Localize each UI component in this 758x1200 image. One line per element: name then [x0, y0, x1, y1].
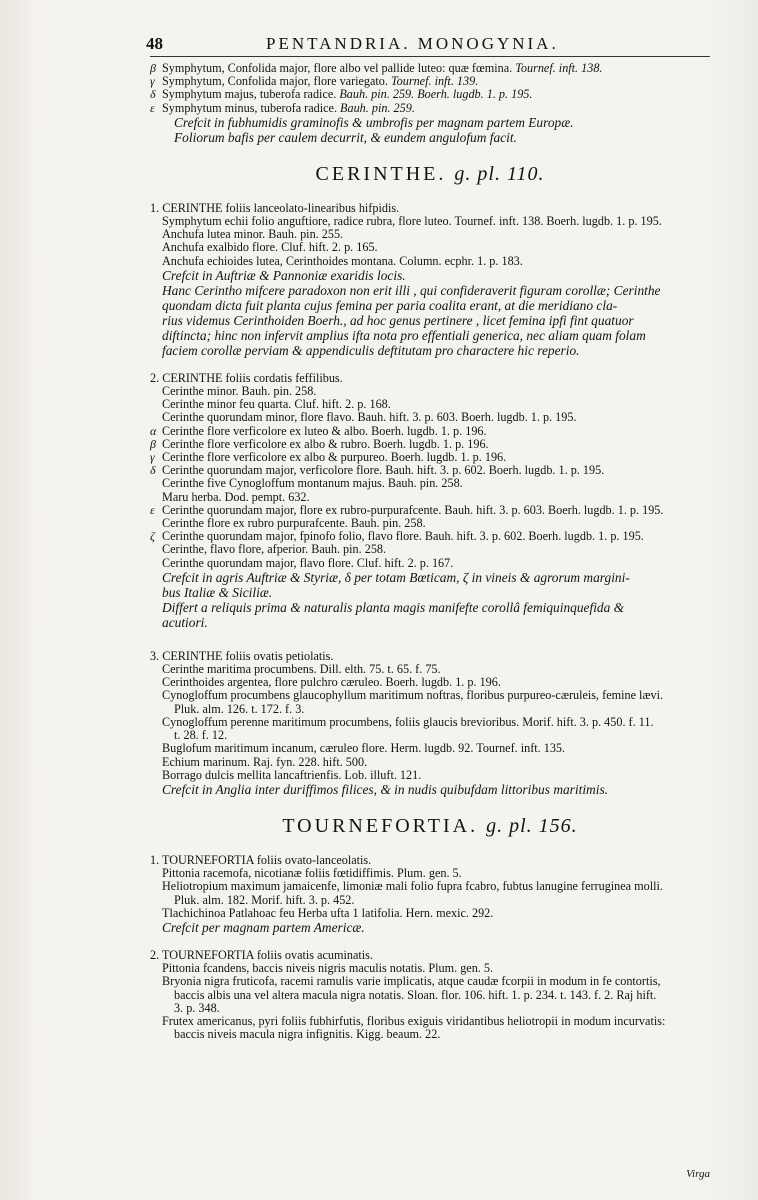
- genus-heading-cerinthe: [150, 163, 710, 186]
- synonym-line: β Symphytum, Confolida major, flore albo vel pallide luteo: quæ fœmina. Tournef. inft. 138.: [150, 61, 603, 75]
- synonym-line: Anchufa lutea minor. Bauh. pin. 255.: [162, 227, 344, 242]
- description-note: Foliorum bafis per caulem decurrit, & eundem angulofum facit.: [174, 129, 517, 145]
- synonym-line: Cerinthe quorundam major, flavo flore. Cluf. hift. 2. p. 167.: [162, 555, 454, 570]
- synonym-line: ε Symphytum minus, tuberofa radice. Bauh. pin. 259.: [150, 100, 415, 115]
- synonym-line: γ Symphytum, Confolida major, flore variegato. Tournef. inft. 139.: [150, 74, 479, 89]
- synonym-line: Anchufa exalbido flore. Cluf. hift. 2. p. 165.: [162, 240, 378, 255]
- habitat-note: bus Italiæ & Siciliæ.: [162, 584, 273, 600]
- cerinthe-species-2: [150, 372, 710, 630]
- page-title: PENTANDRIA. MONOGYNIA.: [266, 34, 559, 53]
- synonym-line: 3. p. 348.: [174, 1000, 220, 1015]
- variety-mark: ε: [150, 502, 155, 517]
- commentary-line: faciem corollæ perviam & appendiculis deftitutam pro charactere hic reperio.: [162, 342, 580, 358]
- genus-ref: g. pl. 110.: [454, 162, 545, 185]
- variety-mark: β: [150, 61, 156, 75]
- species-title: 1. TOURNEFORTIA foliis ovato-lanceolatis.: [150, 852, 372, 867]
- synonym-line: Cerinthe flore ex rubro purpurafcente. Bauh. pin. 258.: [162, 516, 426, 531]
- synonym-line: δ Cerinthe quorundam major, verficolore flore. Bauh. hift. 3. p. 602. Boerh. lugdb. 1. p. 195.: [150, 463, 605, 478]
- species-title: 2. TOURNEFORTIA foliis ovatis acuminatis.: [150, 947, 373, 962]
- synonym-line: Buglofum maritimum incanum, cæruleo flore. Herm. lugdb. 92. Tournef. inft. 135.: [162, 741, 566, 756]
- habitat-note: Crefcit in agris Auftriæ & Styriæ, δ per totam Bœticam, ζ in vineis & agrorum margini-: [162, 569, 630, 585]
- synonym-line: baccis niveis macula nigra infignitis. Kigg. beaum. 22.: [174, 1027, 441, 1042]
- page-number: 48: [146, 34, 163, 53]
- tournefortia-species-2: [150, 949, 710, 1041]
- variety-mark: α: [150, 423, 157, 438]
- commentary-line: Differt a reliquis prima & naturalis planta magis manifefte corollâ femiquinquefida &: [162, 599, 625, 615]
- synonym-line: ζ Cerinthe quorundam major, fpinofo folio, flavo flore. Bauh. hift. 3. p. 602. Boerh. lugdb. 1. p. 195.: [150, 529, 644, 544]
- synonym-line: Pluk. alm. 182. Morif. hift. 3. p. 452.: [174, 892, 355, 907]
- commentary-line: acutiori.: [162, 614, 208, 630]
- genus-name: TOURNEFORTIA.: [282, 814, 479, 837]
- genus-ref: g. pl. 156.: [486, 814, 578, 837]
- commentary-line: rius videmus Cerinthoiden Boerh., ad hoc genus pertinere , licet femina ipfi fint quatuor: [162, 312, 634, 328]
- variety-mark: ε: [150, 100, 155, 115]
- synonym-line: Bryonia nigra fruticofa, racemi ramulis varie implicatis, atque caudæ fcorpii in modum in fe contortis,: [162, 974, 661, 989]
- tournefortia-species-1: [150, 854, 710, 935]
- synonym-line: Cerinthoides argentea, flore pulchro cæruleo. Boerh. lugdb. 1. p. 196.: [162, 675, 501, 690]
- variety-mark: γ: [150, 74, 155, 89]
- synonym-line: δ Symphytum majus, tuberofa radice. Bauh. pin. 259. Boerh. lugdb. 1. p. 195.: [150, 87, 533, 102]
- cerinthe-species-1: [150, 202, 710, 358]
- variety-mark: δ: [150, 463, 156, 478]
- variety-mark: δ: [150, 87, 156, 102]
- synonym-line: Tlachichinoa Patlahoac feu Herba ufta 1 latifolia. Hern. mexic. 292.: [162, 905, 494, 920]
- synonym-line: Cerinthe five Cynogloffum montanum majus. Bauh. pin. 258.: [162, 476, 463, 491]
- commentary-line: quondam dicta fuit planta cujus femina per paria coalita erant, at die meridiano cla-: [162, 297, 618, 313]
- page-header: [146, 34, 710, 57]
- synonym-line: Frutex americanus, pyri foliis fubhirfutis, floribus exiguis viridantibus heliotropii in modum incurvatis:: [162, 1013, 666, 1028]
- synonym-line: α Cerinthe flore verficolore ex luteo & albo. Boerh. lugdb. 1. p. 196.: [150, 423, 487, 438]
- synonym-line: Echium marinum. Raj. fyn. 228. hift. 500.: [162, 754, 368, 769]
- synonym-line: baccis albis una vel altera macula nigra notatis. Sloan. flor. 106. hift. 1. p. 234. t. 143. f. 2. Raj hift.: [174, 987, 657, 1002]
- habitat-note: Crefcit in Anglia inter duriffimos filices, & in nudis quibufdam littoribus maritimis.: [162, 781, 609, 797]
- catchword: Virga: [686, 1168, 710, 1180]
- synonym-line: Heliotropium maximum jamaicenfe, limoniæ mali folio fupra fcabro, fubtus lanugine ferruginea molli.: [162, 879, 663, 894]
- habitat-note: Crefcit in fubhumidis graminofis & umbrofis per magnam partem Europæ.: [174, 114, 574, 130]
- variety-mark: β: [150, 436, 156, 451]
- genus-name: CERINTHE.: [315, 162, 447, 185]
- species-title: 3. CERINTHE foliis ovatis petiolatis.: [150, 648, 334, 663]
- commentary-line: diftincta; hinc non infervit amplius ifta nota pro effentiali generica, nec aliam quam folam: [162, 327, 646, 343]
- synonym-line: t. 28. f. 12.: [174, 728, 228, 743]
- synonym-line: ε Cerinthe quorundam major, flore ex rubro-purpurafcente. Bauh. hift. 3. p. 603. Boerh. lugdb. 1. p. 195.: [150, 502, 664, 517]
- species-title: 2. CERINTHE foliis cordatis feffilibus.: [150, 370, 343, 385]
- commentary-line: Hanc Cerintho mifcere paradoxon non erit illi , qui confideraverit figuram corollæ; Cerinthe: [162, 282, 661, 298]
- synonym-line: Cynogloffum procumbens glaucophyllum maritimum noftras, floribus purpureo-cæruleis, femine lævi.: [162, 688, 664, 703]
- species-title: 1. CERINTHE foliis lanceolato-linearibus hifpidis.: [150, 200, 400, 215]
- synonym-line: Cerinthe maritima procumbens. Dill. elth. 75. t. 65. f. 75.: [162, 662, 441, 677]
- synonym-line: Pittonia racemofa, nicotianæ foliis fœtidiffimis. Plum. gen. 5.: [162, 866, 462, 881]
- symphytum-block: [150, 62, 710, 145]
- synonym-line: γ Cerinthe flore verficolore ex albo & purpureo. Boerh. lugdb. 1. p. 196.: [150, 450, 507, 465]
- synonym-line: β Cerinthe flore verficolore ex albo & rubro. Boerh. lugdb. 1. p. 196.: [150, 436, 489, 451]
- cerinthe-species-3: [150, 650, 710, 797]
- synonym-line: Cerinthe quorundam minor, flore flavo. Bauh. hift. 3. p. 603. Boerh. lugdb. 1. p. 195.: [162, 410, 577, 425]
- synonym-line: Symphytum echii folio anguftiore, radice rubra, flore luteo. Tournef. inft. 138. Boerh. lugdb. 1. p. 195.: [162, 214, 662, 229]
- synonym-line: Cynogloffum perenne maritimum procumbens, foliis glaucis brevioribus. Morif. hift. 3. p. 450. f. 11.: [162, 714, 654, 729]
- variety-mark: ζ: [150, 529, 155, 544]
- synonym-line: Borrago dulcis mellita lancaftrienfis. Lob. illuft. 121.: [162, 767, 422, 782]
- habitat-note: Crefcit per magnam partem Americæ.: [162, 919, 365, 935]
- synonym-line: Pittonia fcandens, baccis niveis nigris maculis notatis. Plum. gen. 5.: [162, 961, 494, 976]
- synonym-line: Pluk. alm. 126. t. 172. f. 3.: [174, 701, 305, 716]
- genus-heading-tournefortia: [150, 815, 710, 838]
- synonym-line: Cerinthe minor. Bauh. pin. 258.: [162, 384, 317, 399]
- synonym-line: Anchufa echioides lutea, Cerinthoides montana. Column. ecphr. 1. p. 183.: [162, 253, 523, 268]
- synonym-line: Cerinthe, flavo flore, afperior. Bauh. pin. 258.: [162, 542, 387, 557]
- habitat-note: Crefcit in Auftriæ & Pannoniæ exaridis locis.: [162, 267, 406, 283]
- variety-mark: γ: [150, 450, 155, 465]
- synonym-line: Cerinthe minor feu quarta. Cluf. hift. 2. p. 168.: [162, 397, 391, 412]
- synonym-line: Maru herba. Dod. pempt. 632.: [162, 489, 310, 504]
